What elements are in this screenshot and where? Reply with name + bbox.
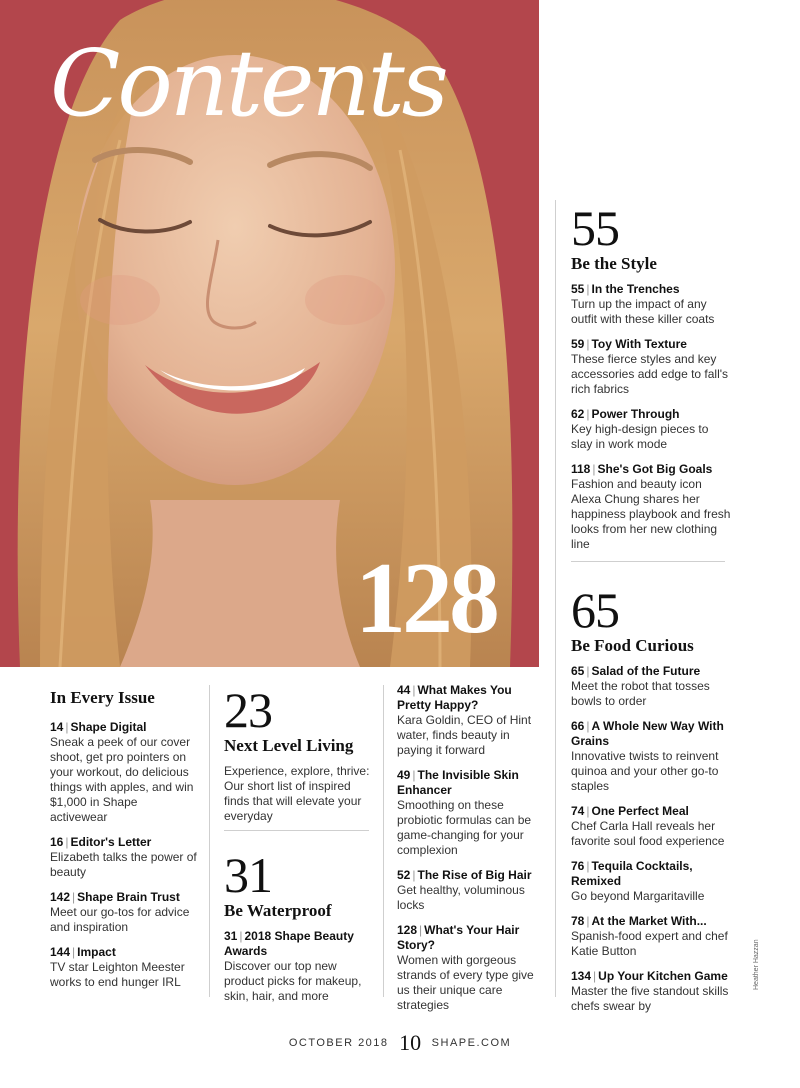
list-item[interactable]: 134 | Up Your Kitchen Game Master the five standout skills chefs swear by: [571, 968, 729, 1013]
list-item[interactable]: 44 | What Makes You Pretty Happy? Kara Goldin, CEO of Hint water, finds beauty in paying it forward: [397, 683, 532, 757]
list-item[interactable]: 144 | Impact TV star Leighton Meester works to end hunger IRL: [50, 944, 185, 989]
list-item[interactable]: 128 | What's Your Hair Story? Women with gorgeous strands of every type give us their unique care strategies: [397, 923, 534, 1012]
section-divider: [224, 830, 369, 831]
section-be-waterproof: [224, 847, 374, 1014]
page-footer: [0, 1030, 800, 1056]
section-title: Be Food Curious: [571, 636, 694, 655]
list-item[interactable]: 59 | Toy With Texture These fierce styles and key accessories add edge to fall's rich fabrics: [571, 336, 729, 396]
list-item[interactable]: 31 | 2018 Shape Beauty Awards Discover our top new product picks for makeup, skin, hair, and more: [224, 928, 362, 1003]
hero-photo: [0, 0, 539, 667]
list-item[interactable]: 49 | The Invisible Skin Enhancer Smoothing on these probiotic formulas can be game-changing for your complexion: [397, 768, 532, 857]
section-title: Next Level Living: [224, 736, 354, 755]
list-item[interactable]: 65 | Salad of the Future Meet the robot that tosses bowls to order: [571, 663, 710, 708]
list-item[interactable]: 62 | Power Through Key high-design pieces to slay in work mode: [571, 406, 709, 451]
column-divider: [383, 685, 384, 997]
footer-month: OCTOBER 2018: [288, 1037, 389, 1049]
footer-page-number: 10: [399, 1030, 422, 1055]
footer-site[interactable]: SHAPE.COM: [431, 1037, 512, 1049]
list-item[interactable]: 142 | Shape Brain Trust Meet our go-tos for advice and inspiration: [50, 889, 190, 934]
list-item[interactable]: 78 | At the Market With... Spanish-food expert and chef Katie Button: [571, 913, 728, 958]
list-item[interactable]: 14 | Shape Digital Sneak a peek of our cover shoot, get pro pointers on your workout, do delicious things with apples, and win $1,000 in Shape activewear: [50, 719, 194, 824]
column-divider: [209, 685, 210, 997]
section-title: In Every Issue: [50, 688, 155, 707]
section-page-number: 23: [224, 682, 272, 738]
list-item[interactable]: 74 | One Perfect Meal Chef Carla Hall reveals her favorite soul food experience: [571, 803, 725, 848]
page-title: Contents: [50, 30, 446, 137]
section-page-number: 55: [571, 200, 619, 256]
section-in-every-issue: [50, 687, 198, 1000]
section-be-food-curious: [571, 582, 731, 1024]
list-item[interactable]: 55 | In the Trenches Turn up the impact of any outfit with these killer coats: [571, 281, 715, 326]
section-divider: [571, 561, 725, 562]
section-page-number: 65: [571, 582, 619, 638]
column-divider: [555, 200, 556, 997]
section-beauty-features: [397, 683, 545, 1023]
hero-page-number: 128: [355, 542, 496, 655]
photo-credit: Heather Hazzan: [753, 939, 760, 990]
section-description: Experience, explore, thrive: Our short list of inspired finds that will elevate your everyday: [224, 763, 370, 823]
section-title: Be the Style: [571, 254, 657, 273]
list-item[interactable]: 66 | A Whole New Way With Grains Innovative twists to reinvent quinoa and your other go-to staples: [571, 718, 724, 793]
section-page-number: 31: [224, 847, 272, 903]
list-item[interactable]: 118 | She's Got Big Goals Fashion and beauty icon Alexa Chung shares her happiness playbook and fresh looks from her new clothing line: [571, 461, 731, 551]
list-item[interactable]: 52 | The Rise of Big Hair Get healthy, voluminous locks: [397, 868, 532, 912]
section-next-level-living: [224, 682, 374, 824]
list-item[interactable]: 16 | Editor's Letter Elizabeth talks the power of beauty: [50, 834, 197, 879]
section-title: Be Waterproof: [224, 901, 332, 920]
list-item[interactable]: 76 | Tequila Cocktails, Remixed Go beyond Margaritaville: [571, 858, 705, 903]
section-be-the-style: [571, 200, 731, 562]
